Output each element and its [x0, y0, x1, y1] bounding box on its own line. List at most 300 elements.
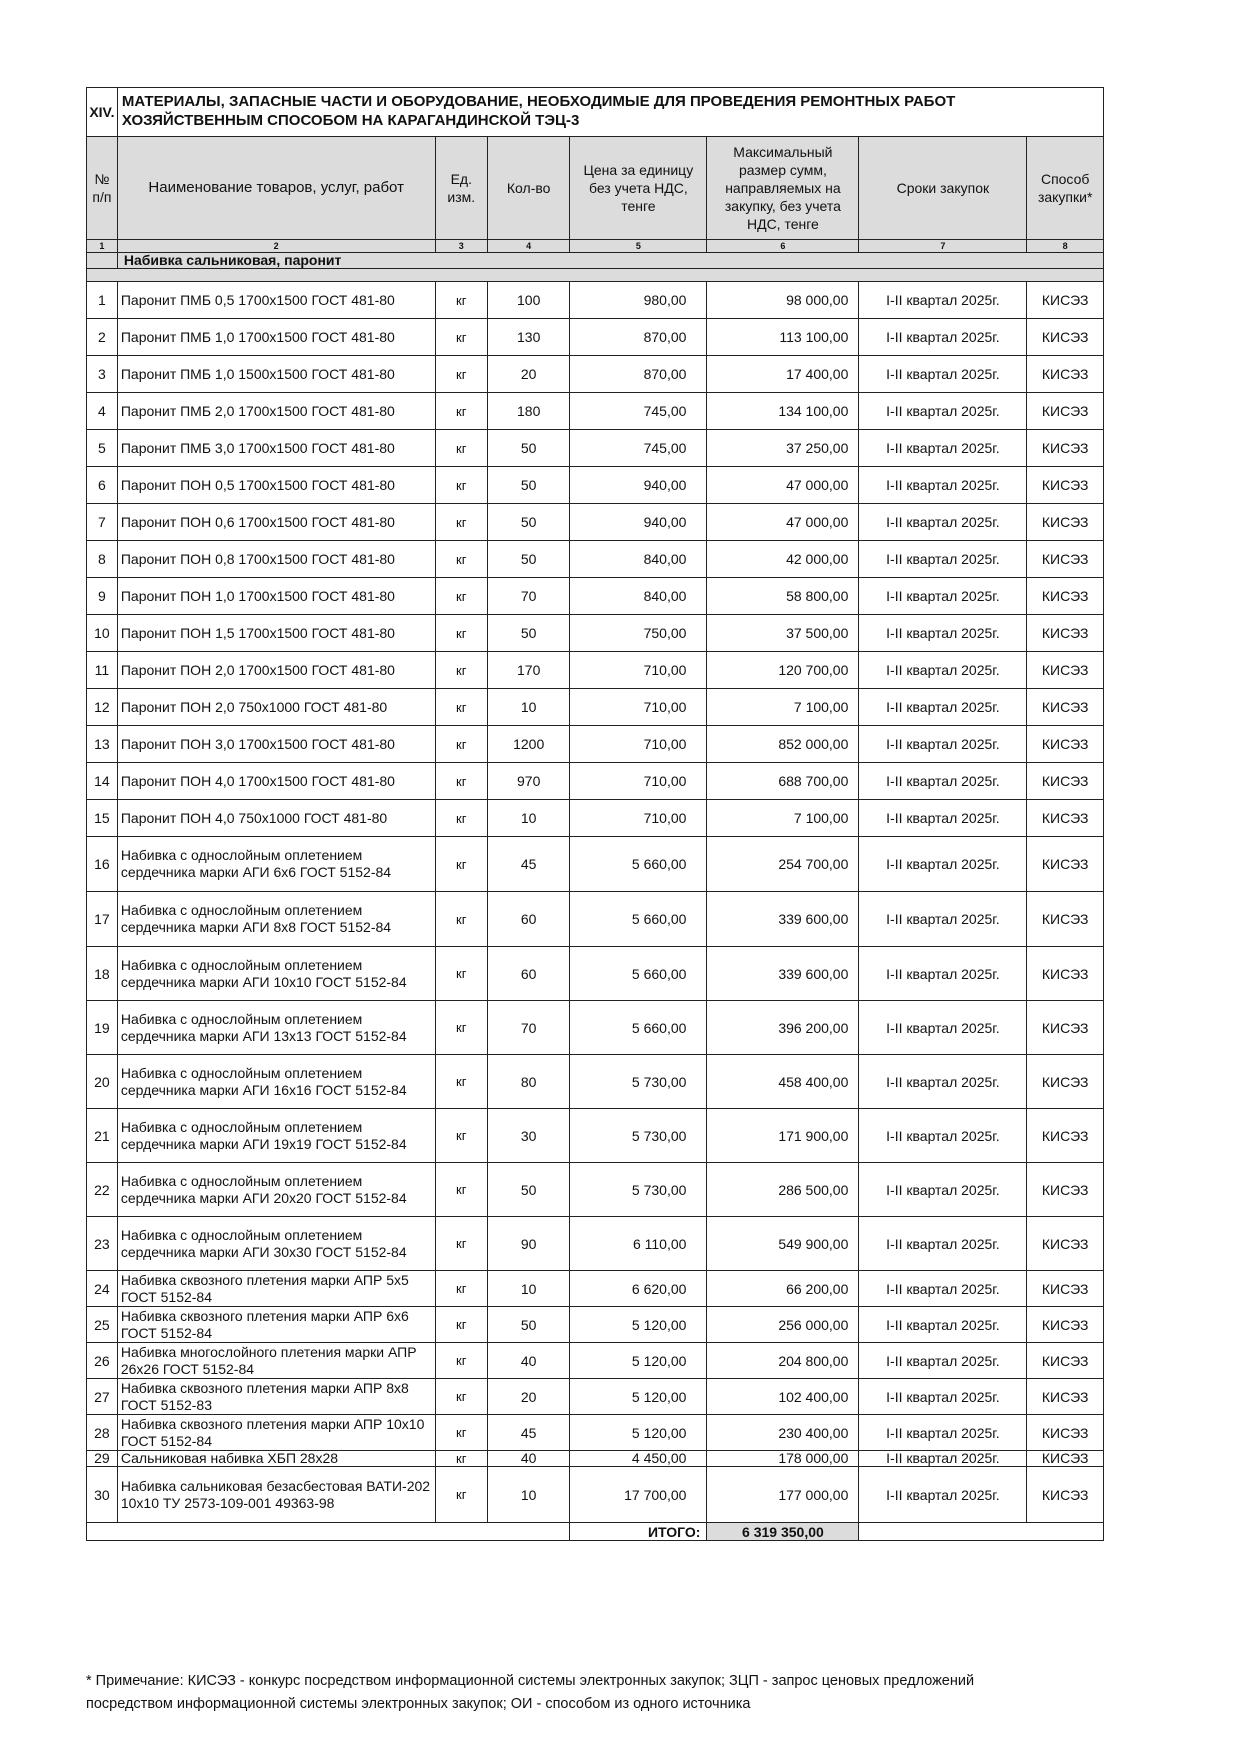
item-procurement-term: I-II квартал 2025г. — [859, 1451, 1027, 1467]
table-row — [87, 947, 1104, 1001]
procurement-table — [86, 87, 1104, 1541]
item-name: Паронит ПМБ 0,5 1700х1500 ГОСТ 481-80 — [117, 282, 435, 319]
item-quantity: 170 — [488, 652, 570, 689]
table-row — [87, 1217, 1104, 1271]
item-quantity: 1200 — [488, 726, 570, 763]
row-number: 29 — [87, 1451, 118, 1467]
item-max-sum: 47 000,00 — [707, 467, 859, 504]
item-procurement-term: I-II квартал 2025г. — [859, 1415, 1027, 1451]
table-row — [87, 652, 1104, 689]
item-unit-price: 5 120,00 — [570, 1379, 707, 1415]
item-procurement-term: I-II квартал 2025г. — [859, 578, 1027, 615]
item-unit-price: 840,00 — [570, 541, 707, 578]
row-number: 13 — [87, 726, 118, 763]
table-row — [87, 578, 1104, 615]
header-term: Сроки закупок — [859, 137, 1027, 240]
header-sum: Максимальный размер сумм, направляемых на закупку, без учета НДС, тенге — [707, 137, 859, 240]
item-max-sum: 113 100,00 — [707, 319, 859, 356]
section-title-row — [87, 88, 1104, 137]
item-name: Паронит ПОН 0,6 1700х1500 ГОСТ 481-80 — [117, 504, 435, 541]
item-unit-price: 940,00 — [570, 504, 707, 541]
footnote — [86, 1670, 1146, 1716]
item-procurement-method: КИСЭЗ — [1027, 1415, 1104, 1451]
item-max-sum: 7 100,00 — [707, 689, 859, 726]
table-row — [87, 726, 1104, 763]
row-number: 3 — [87, 356, 118, 393]
item-unit-price: 710,00 — [570, 652, 707, 689]
item-unit: кг — [435, 578, 488, 615]
row-number: 8 — [87, 541, 118, 578]
item-procurement-term: I-II квартал 2025г. — [859, 1467, 1027, 1523]
item-max-sum: 396 200,00 — [707, 1001, 859, 1055]
item-unit-price: 5 660,00 — [570, 837, 707, 892]
table-row — [87, 1109, 1104, 1163]
row-number: 19 — [87, 1001, 118, 1055]
item-quantity: 180 — [488, 393, 570, 430]
row-number: 2 — [87, 319, 118, 356]
row-number: 30 — [87, 1467, 118, 1523]
item-quantity: 10 — [488, 800, 570, 837]
item-unit-price: 870,00 — [570, 356, 707, 393]
item-name: Паронит ПМБ 1,0 1700х1500 ГОСТ 481-80 — [117, 319, 435, 356]
column-number-row — [87, 240, 1104, 253]
item-unit-price: 710,00 — [570, 800, 707, 837]
item-procurement-term: I-II квартал 2025г. — [859, 763, 1027, 800]
total-value: 6 319 350,00 — [707, 1523, 859, 1541]
item-procurement-term: I-II квартал 2025г. — [859, 430, 1027, 467]
item-quantity: 40 — [488, 1451, 570, 1467]
item-name: Паронит ПОН 4,0 1700х1500 ГОСТ 481-80 — [117, 763, 435, 800]
item-max-sum: 7 100,00 — [707, 800, 859, 837]
table-row — [87, 689, 1104, 726]
item-procurement-method: КИСЭЗ — [1027, 1217, 1104, 1271]
item-procurement-term: I-II квартал 2025г. — [859, 504, 1027, 541]
item-procurement-term: I-II квартал 2025г. — [859, 356, 1027, 393]
item-procurement-term: I-II квартал 2025г. — [859, 1109, 1027, 1163]
item-unit: кг — [435, 1415, 488, 1451]
item-unit-price: 5 730,00 — [570, 1055, 707, 1109]
item-quantity: 50 — [488, 541, 570, 578]
row-number: 16 — [87, 837, 118, 892]
section-title-line1: МАТЕРИАЛЫ, ЗАПАСНЫЕ ЧАСТИ И ОБОРУДОВАНИЕ, НЕОБХОДИМЫЕ ДЛЯ ПРОВЕДЕНИЯ РЕМОНТНЫХ РАБОТ — [121, 93, 956, 110]
item-quantity: 70 — [488, 578, 570, 615]
item-unit: кг — [435, 1217, 488, 1271]
section-title — [117, 88, 1103, 137]
item-quantity: 50 — [488, 615, 570, 652]
item-quantity: 40 — [488, 1343, 570, 1379]
table-row — [87, 1415, 1104, 1451]
item-max-sum: 98 000,00 — [707, 282, 859, 319]
item-quantity: 30 — [488, 1109, 570, 1163]
row-number: 14 — [87, 763, 118, 800]
total-blank-cell — [87, 1523, 570, 1541]
section-number: XIV. — [87, 88, 118, 137]
item-name: Паронит ПОН 4,0 750х1000 ГОСТ 481-80 — [117, 800, 435, 837]
item-procurement-method: КИСЭЗ — [1027, 393, 1104, 430]
item-procurement-term: I-II квартал 2025г. — [859, 1163, 1027, 1217]
spacer-row — [87, 269, 1104, 282]
item-procurement-method: КИСЭЗ — [1027, 467, 1104, 504]
item-unit-price: 940,00 — [570, 467, 707, 504]
row-number: 9 — [87, 578, 118, 615]
footnote-line2: посредством информационной системы электронных закупок; ОИ - способом из одного источника — [86, 1696, 751, 1712]
group-row — [87, 253, 1104, 269]
item-unit-price: 5 730,00 — [570, 1163, 707, 1217]
item-procurement-term: I-II квартал 2025г. — [859, 541, 1027, 578]
item-unit: кг — [435, 467, 488, 504]
table-row — [87, 763, 1104, 800]
table-row — [87, 541, 1104, 578]
column-number: 4 — [488, 240, 570, 253]
item-quantity: 45 — [488, 837, 570, 892]
column-number: 2 — [117, 240, 435, 253]
item-max-sum: 178 000,00 — [707, 1451, 859, 1467]
table-row — [87, 1055, 1104, 1109]
item-unit-price: 840,00 — [570, 578, 707, 615]
item-procurement-method: КИСЭЗ — [1027, 1055, 1104, 1109]
item-max-sum: 230 400,00 — [707, 1415, 859, 1451]
item-name: Паронит ПОН 0,8 1700х1500 ГОСТ 481-80 — [117, 541, 435, 578]
item-quantity: 50 — [488, 467, 570, 504]
table-row — [87, 1379, 1104, 1415]
item-procurement-method: КИСЭЗ — [1027, 504, 1104, 541]
table-row — [87, 892, 1104, 947]
item-unit: кг — [435, 1379, 488, 1415]
item-unit-price: 710,00 — [570, 763, 707, 800]
item-procurement-term: I-II квартал 2025г. — [859, 1379, 1027, 1415]
row-number: 4 — [87, 393, 118, 430]
item-procurement-term: I-II квартал 2025г. — [859, 1307, 1027, 1343]
item-name: Набивка с однослойным оплетением сердечника марки АГИ 30х30 ГОСТ 5152-84 — [117, 1217, 435, 1271]
item-unit: кг — [435, 430, 488, 467]
item-procurement-term: I-II квартал 2025г. — [859, 615, 1027, 652]
footnote-line1: * Примечание: КИСЭЗ - конкурс посредством информационной системы электронных закупок; ЗЦП - запрос ценовых предложений — [86, 1673, 975, 1689]
row-number: 11 — [87, 652, 118, 689]
item-max-sum: 339 600,00 — [707, 947, 859, 1001]
item-unit: кг — [435, 763, 488, 800]
row-number: 6 — [87, 467, 118, 504]
item-quantity: 50 — [488, 1163, 570, 1217]
item-procurement-term: I-II квартал 2025г. — [859, 947, 1027, 1001]
item-unit: кг — [435, 282, 488, 319]
row-number: 5 — [87, 430, 118, 467]
total-label: ИТОГО: — [570, 1523, 707, 1541]
column-number: 7 — [859, 240, 1027, 253]
item-procurement-term: I-II квартал 2025г. — [859, 1271, 1027, 1307]
item-unit: кг — [435, 356, 488, 393]
table-row — [87, 1001, 1104, 1055]
item-procurement-term: I-II квартал 2025г. — [859, 1217, 1027, 1271]
item-procurement-method: КИСЭЗ — [1027, 1001, 1104, 1055]
table-row — [87, 1451, 1104, 1467]
header-qty: Кол-во — [488, 137, 570, 240]
item-name: Набивка сквозного плетения марки АПР 6х6 ГОСТ 5152-84 — [117, 1307, 435, 1343]
item-unit-price: 5 730,00 — [570, 1109, 707, 1163]
item-name: Набивка сквозного плетения марки АПР 5х5 ГОСТ 5152-84 — [117, 1271, 435, 1307]
row-number: 17 — [87, 892, 118, 947]
item-max-sum: 134 100,00 — [707, 393, 859, 430]
procurement-table-page — [86, 87, 1104, 1541]
item-procurement-term: I-II квартал 2025г. — [859, 726, 1027, 763]
item-unit-price: 5 660,00 — [570, 892, 707, 947]
item-procurement-method: КИСЭЗ — [1027, 800, 1104, 837]
row-number: 27 — [87, 1379, 118, 1415]
table-row — [87, 615, 1104, 652]
item-max-sum: 171 900,00 — [707, 1109, 859, 1163]
item-unit: кг — [435, 319, 488, 356]
item-unit: кг — [435, 1307, 488, 1343]
item-name: Паронит ПОН 1,5 1700х1500 ГОСТ 481-80 — [117, 615, 435, 652]
table-row — [87, 356, 1104, 393]
item-procurement-term: I-II квартал 2025г. — [859, 892, 1027, 947]
row-number: 7 — [87, 504, 118, 541]
column-number: 3 — [435, 240, 488, 253]
table-row — [87, 467, 1104, 504]
row-number: 12 — [87, 689, 118, 726]
item-unit: кг — [435, 1467, 488, 1523]
section-title-line2: ХОЗЯЙСТВЕННЫМ СПОСОБОМ НА КАРАГАНДИНСКОЙ ТЭЦ-3 — [121, 112, 580, 129]
item-unit: кг — [435, 652, 488, 689]
item-max-sum: 458 400,00 — [707, 1055, 859, 1109]
item-quantity: 90 — [488, 1217, 570, 1271]
item-unit: кг — [435, 1271, 488, 1307]
item-unit: кг — [435, 1055, 488, 1109]
item-max-sum: 286 500,00 — [707, 1163, 859, 1217]
item-max-sum: 42 000,00 — [707, 541, 859, 578]
item-unit-price: 750,00 — [570, 615, 707, 652]
item-unit: кг — [435, 504, 488, 541]
item-max-sum: 120 700,00 — [707, 652, 859, 689]
item-name: Паронит ПМБ 1,0 1500х1500 ГОСТ 481-80 — [117, 356, 435, 393]
item-procurement-term: I-II квартал 2025г. — [859, 1343, 1027, 1379]
item-procurement-method: КИСЭЗ — [1027, 1379, 1104, 1415]
table-row — [87, 1307, 1104, 1343]
item-max-sum: 37 500,00 — [707, 615, 859, 652]
item-unit: кг — [435, 615, 488, 652]
item-unit: кг — [435, 726, 488, 763]
row-number: 28 — [87, 1415, 118, 1451]
group-num-cell — [87, 253, 118, 269]
header-method: Способ закупки* — [1027, 137, 1104, 240]
table-row — [87, 1163, 1104, 1217]
item-unit-price: 980,00 — [570, 282, 707, 319]
item-procurement-term: I-II квартал 2025г. — [859, 1055, 1027, 1109]
item-unit: кг — [435, 800, 488, 837]
row-number: 23 — [87, 1217, 118, 1271]
item-unit-price: 5 660,00 — [570, 947, 707, 1001]
item-name: Паронит ПОН 1,0 1700х1500 ГОСТ 481-80 — [117, 578, 435, 615]
table-row — [87, 1271, 1104, 1307]
item-name: Набивка с однослойным оплетением сердечника марки АГИ 8х8 ГОСТ 5152-84 — [117, 892, 435, 947]
item-quantity: 20 — [488, 1379, 570, 1415]
item-unit-price: 710,00 — [570, 689, 707, 726]
item-procurement-method: КИСЭЗ — [1027, 1109, 1104, 1163]
item-name: Набивка с однослойным оплетением сердечника марки АГИ 6х6 ГОСТ 5152-84 — [117, 837, 435, 892]
row-number: 15 — [87, 800, 118, 837]
item-quantity: 10 — [488, 1467, 570, 1523]
spacer-cell — [87, 269, 1104, 282]
item-unit-price: 745,00 — [570, 393, 707, 430]
header-price: Цена за единицу без учета НДС, тенге — [570, 137, 707, 240]
item-procurement-method: КИСЭЗ — [1027, 578, 1104, 615]
item-procurement-term: I-II квартал 2025г. — [859, 282, 1027, 319]
table-row — [87, 837, 1104, 892]
item-unit-price: 4 450,00 — [570, 1451, 707, 1467]
item-unit: кг — [435, 1451, 488, 1467]
item-procurement-method: КИСЭЗ — [1027, 947, 1104, 1001]
item-procurement-method: КИСЭЗ — [1027, 763, 1104, 800]
row-number: 10 — [87, 615, 118, 652]
item-name: Набивка многослойного плетения марки АПР 26х26 ГОСТ 5152-84 — [117, 1343, 435, 1379]
item-name: Паронит ПОН 2,0 750х1000 ГОСТ 481-80 — [117, 689, 435, 726]
header-num: № п/п — [87, 137, 118, 240]
item-unit: кг — [435, 1163, 488, 1217]
item-quantity: 50 — [488, 1307, 570, 1343]
item-name: Паронит ПОН 3,0 1700х1500 ГОСТ 481-80 — [117, 726, 435, 763]
item-procurement-method: КИСЭЗ — [1027, 837, 1104, 892]
row-number: 24 — [87, 1271, 118, 1307]
table-row — [87, 1467, 1104, 1523]
item-quantity: 10 — [488, 1271, 570, 1307]
item-max-sum: 102 400,00 — [707, 1379, 859, 1415]
item-max-sum: 852 000,00 — [707, 726, 859, 763]
total-blank-cell — [859, 1523, 1104, 1541]
table-row — [87, 800, 1104, 837]
header-unit: Ед. изм. — [435, 137, 488, 240]
item-procurement-term: I-II квартал 2025г. — [859, 837, 1027, 892]
item-unit: кг — [435, 1001, 488, 1055]
item-procurement-term: I-II квартал 2025г. — [859, 393, 1027, 430]
item-unit: кг — [435, 837, 488, 892]
item-unit-price: 6 110,00 — [570, 1217, 707, 1271]
group-label: Набивка сальниковая, паронит — [117, 253, 1103, 269]
item-quantity: 970 — [488, 763, 570, 800]
item-name: Сальниковая набивка ХБП 28х28 — [117, 1451, 435, 1467]
item-max-sum: 58 800,00 — [707, 578, 859, 615]
item-max-sum: 549 900,00 — [707, 1217, 859, 1271]
item-procurement-method: КИСЭЗ — [1027, 689, 1104, 726]
item-procurement-method: КИСЭЗ — [1027, 1467, 1104, 1523]
item-name: Набивка с однослойным оплетением сердечника марки АГИ 20х20 ГОСТ 5152-84 — [117, 1163, 435, 1217]
item-quantity: 20 — [488, 356, 570, 393]
table-row — [87, 319, 1104, 356]
table-row — [87, 393, 1104, 430]
row-number: 26 — [87, 1343, 118, 1379]
column-number: 5 — [570, 240, 707, 253]
column-number: 1 — [87, 240, 118, 253]
item-name: Набивка с однослойным оплетением сердечника марки АГИ 13х13 ГОСТ 5152-84 — [117, 1001, 435, 1055]
item-name: Набивка сквозного плетения марки АПР 10х10 ГОСТ 5152-84 — [117, 1415, 435, 1451]
row-number: 20 — [87, 1055, 118, 1109]
item-procurement-method: КИСЭЗ — [1027, 356, 1104, 393]
item-quantity: 50 — [488, 430, 570, 467]
item-unit: кг — [435, 689, 488, 726]
item-unit: кг — [435, 393, 488, 430]
item-quantity: 45 — [488, 1415, 570, 1451]
item-max-sum: 47 000,00 — [707, 504, 859, 541]
item-procurement-method: КИСЭЗ — [1027, 1271, 1104, 1307]
item-unit: кг — [435, 1109, 488, 1163]
item-unit-price: 5 120,00 — [570, 1307, 707, 1343]
item-max-sum: 688 700,00 — [707, 763, 859, 800]
item-name: Набивка с однослойным оплетением сердечника марки АГИ 19х19 ГОСТ 5152-84 — [117, 1109, 435, 1163]
item-procurement-term: I-II квартал 2025г. — [859, 467, 1027, 504]
item-unit-price: 745,00 — [570, 430, 707, 467]
item-procurement-method: КИСЭЗ — [1027, 541, 1104, 578]
item-quantity: 70 — [488, 1001, 570, 1055]
item-max-sum: 339 600,00 — [707, 892, 859, 947]
item-max-sum: 66 200,00 — [707, 1271, 859, 1307]
item-unit-price: 5 660,00 — [570, 1001, 707, 1055]
item-name: Паронит ПОН 2,0 1700х1500 ГОСТ 481-80 — [117, 652, 435, 689]
item-unit: кг — [435, 892, 488, 947]
item-procurement-method: КИСЭЗ — [1027, 892, 1104, 947]
item-procurement-method: КИСЭЗ — [1027, 1163, 1104, 1217]
table-row — [87, 504, 1104, 541]
item-procurement-method: КИСЭЗ — [1027, 1343, 1104, 1379]
row-number: 22 — [87, 1163, 118, 1217]
item-procurement-method: КИСЭЗ — [1027, 652, 1104, 689]
item-name: Набивка с однослойным оплетением сердечника марки АГИ 10х10 ГОСТ 5152-84 — [117, 947, 435, 1001]
item-quantity: 100 — [488, 282, 570, 319]
item-max-sum: 256 000,00 — [707, 1307, 859, 1343]
item-procurement-term: I-II квартал 2025г. — [859, 689, 1027, 726]
item-quantity: 130 — [488, 319, 570, 356]
item-quantity: 80 — [488, 1055, 570, 1109]
item-max-sum: 177 000,00 — [707, 1467, 859, 1523]
item-procurement-method: КИСЭЗ — [1027, 1307, 1104, 1343]
item-unit-price: 17 700,00 — [570, 1467, 707, 1523]
item-name: Набивка с однослойным оплетением сердечника марки АГИ 16х16 ГОСТ 5152-84 — [117, 1055, 435, 1109]
table-row — [87, 430, 1104, 467]
item-quantity: 60 — [488, 892, 570, 947]
item-quantity: 60 — [488, 947, 570, 1001]
item-quantity: 50 — [488, 504, 570, 541]
item-name: Паронит ПОН 0,5 1700х1500 ГОСТ 481-80 — [117, 467, 435, 504]
item-procurement-term: I-II квартал 2025г. — [859, 319, 1027, 356]
item-unit-price: 5 120,00 — [570, 1415, 707, 1451]
item-procurement-method: КИСЭЗ — [1027, 319, 1104, 356]
item-procurement-method: КИСЭЗ — [1027, 430, 1104, 467]
row-number: 1 — [87, 282, 118, 319]
item-max-sum: 37 250,00 — [707, 430, 859, 467]
item-unit-price: 710,00 — [570, 726, 707, 763]
item-procurement-method: КИСЭЗ — [1027, 726, 1104, 763]
row-number: 18 — [87, 947, 118, 1001]
column-header-row — [87, 137, 1104, 240]
column-number: 8 — [1027, 240, 1104, 253]
item-procurement-term: I-II квартал 2025г. — [859, 1001, 1027, 1055]
item-unit: кг — [435, 1343, 488, 1379]
row-number: 25 — [87, 1307, 118, 1343]
item-name: Паронит ПМБ 2,0 1700х1500 ГОСТ 481-80 — [117, 393, 435, 430]
item-unit-price: 5 120,00 — [570, 1343, 707, 1379]
column-number: 6 — [707, 240, 859, 253]
item-unit-price: 6 620,00 — [570, 1271, 707, 1307]
row-number: 21 — [87, 1109, 118, 1163]
item-procurement-method: КИСЭЗ — [1027, 615, 1104, 652]
item-quantity: 10 — [488, 689, 570, 726]
total-row — [87, 1523, 1104, 1541]
item-unit-price: 870,00 — [570, 319, 707, 356]
item-max-sum: 204 800,00 — [707, 1343, 859, 1379]
item-procurement-term: I-II квартал 2025г. — [859, 652, 1027, 689]
item-procurement-method: КИСЭЗ — [1027, 1451, 1104, 1467]
item-max-sum: 254 700,00 — [707, 837, 859, 892]
table-row — [87, 1343, 1104, 1379]
header-name: Наименование товаров, услуг, работ — [117, 137, 435, 240]
item-max-sum: 17 400,00 — [707, 356, 859, 393]
